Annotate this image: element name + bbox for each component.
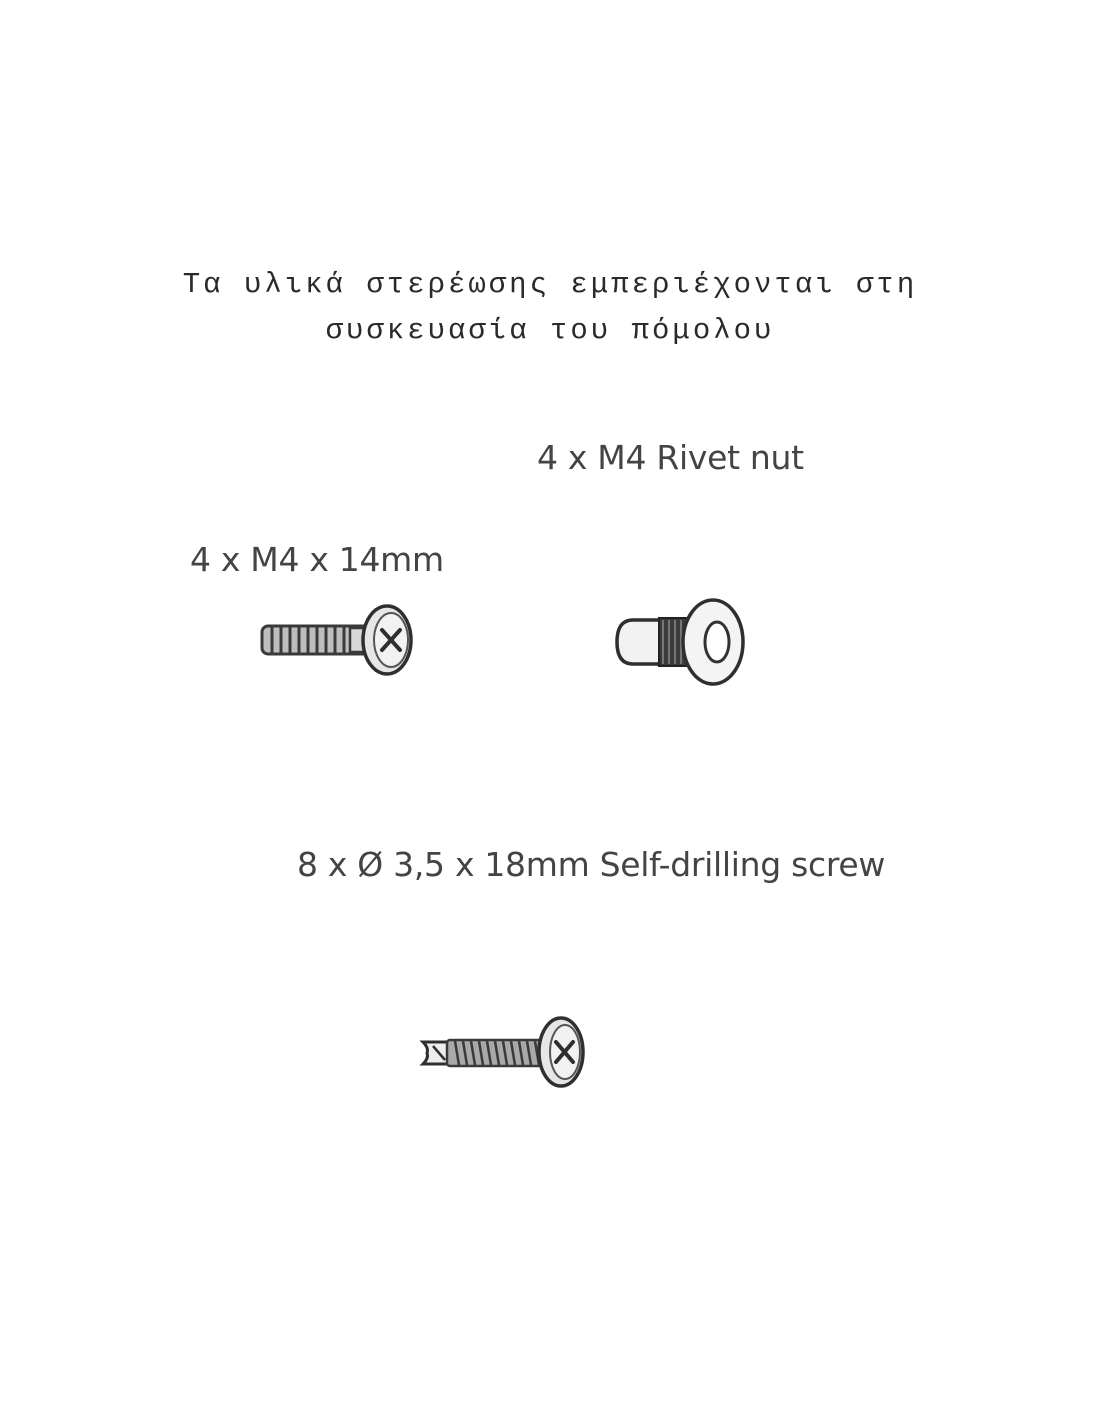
self-drilling-screw-icon [415,1012,590,1097]
intro-text [0,262,1100,354]
machine-screw-label: 4 x M4 x 14mm [190,540,444,579]
intro-line-1: Τα υλικά στερέωσης εμπεριέχονται στη [182,268,918,301]
machine-screw-icon [250,600,425,685]
self-drilling-screw-label: 8 x Ø 3,5 x 18mm Self-drilling screw [297,845,886,884]
rivet-nut-icon [605,594,755,699]
rivet-nut-label: 4 x M4 Rivet nut [537,438,804,477]
intro-line-2: συσκευασία του πόμολου [325,314,775,347]
